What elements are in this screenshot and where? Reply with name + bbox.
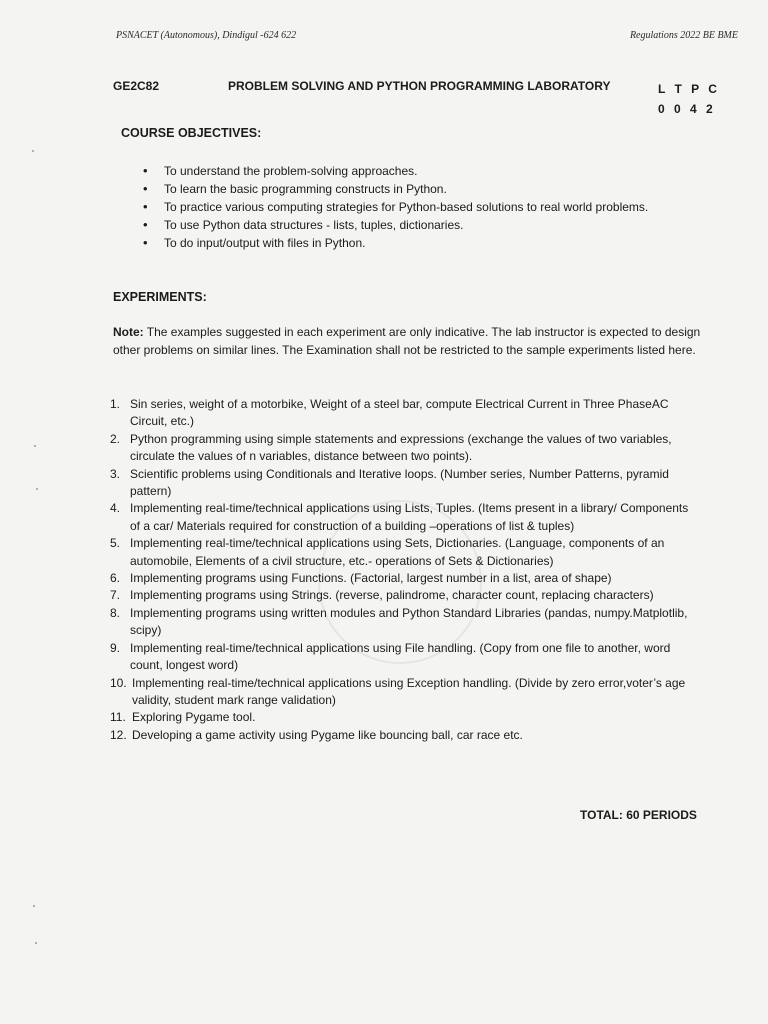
course-code: GE2C82 — [113, 79, 160, 93]
experiment-item — [110, 466, 700, 501]
experiments-heading: EXPERIMENTS: — [113, 290, 207, 304]
experiment-text: Python programming using simple statements and expressions (exchange the values of two variables, circulate the values of n variables, distance between two points). — [130, 431, 672, 464]
experiment-text: Exploring Pygame tool. — [132, 710, 256, 725]
regulation-header: Regulations 2022 BE BME — [629, 30, 738, 41]
experiment-number: 9. — [110, 640, 121, 655]
experiment-number: 5. — [110, 536, 121, 551]
experiment-number: 8. — [110, 605, 121, 620]
experiment-number: 10. — [110, 675, 127, 690]
experiment-text: Implementing programs using written modules and Python Standard Libraries (pandas, numpy.Matplotlib, scipy) — [130, 605, 688, 638]
experiment-item — [110, 396, 700, 431]
note-text: The examples suggested in each experiment are only indicative. The lab instructor is expected to design other problems on similar lines. The Examination shall not be restricted to the sample experiments listed here. — [113, 325, 701, 357]
watermark-seal — [318, 500, 482, 664]
experiment-text: Sin series, weight of a motorbike, Weight of a steel bar, compute Electrical Current in Three PhaseAC Circuit, etc.) — [130, 397, 669, 429]
experiment-item — [110, 709, 700, 726]
experiment-number: 12. — [110, 727, 127, 742]
experiment-item — [110, 727, 700, 744]
objective-item: • To do input/output with files in Python. — [143, 234, 703, 252]
experiment-number: 4. — [110, 501, 121, 516]
objective-item: • To learn the basic programming constructs in Python. — [143, 180, 703, 198]
speck — [32, 150, 34, 152]
experiment-text: Developing a game activity using Pygame like bouncing ball, car race etc. — [132, 727, 523, 742]
ltpc-values: 0 0 4 2 — [658, 102, 716, 116]
experiment-item — [110, 675, 700, 710]
speck — [33, 905, 35, 907]
experiment-text: Implementing real-time/technical applications using Lists, Tuples. (Items present in a library/ Components of a car/ Materials required for construction of a building –operations of list & tuples) — [130, 501, 689, 533]
ltpc-block — [658, 79, 720, 119]
objective-item: • To understand the problem-solving approaches. — [143, 162, 703, 180]
speck — [34, 445, 36, 447]
objective-item: • To use Python data structures - lists, tuples, dictionaries. — [143, 216, 703, 234]
objectives-list — [143, 162, 703, 252]
speck — [36, 488, 38, 490]
experiment-number: 6. — [110, 571, 121, 586]
experiment-text: Implementing real-time/technical applications using Exception handling. (Divide by zero error,voter’s age validity, student mark range validation) — [132, 675, 686, 707]
experiment-text: Scientific problems using Conditionals and Iterative loops. (Number series, Number Patterns, pyramid pattern) — [130, 466, 669, 499]
experiment-text: Implementing programs using Strings. (reverse, palindrome, character count, replacing characters) — [130, 588, 654, 603]
experiment-number: 7. — [110, 588, 121, 603]
objective-item: • To practice various computing strategies for Python-based solutions to real world problems. — [143, 198, 703, 216]
speck — [35, 942, 37, 944]
experiment-number: 3. — [110, 466, 121, 481]
experiment-text: Implementing programs using Functions. (Factorial, largest number in a list, area of shape) — [130, 571, 612, 586]
experiment-number: 2. — [110, 431, 121, 446]
experiment-text: Implementing real-time/technical applications using Sets, Dictionaries. (Language, components of an automobile, Elements of a civil structure, etc.- operations of Sets & Dictionaries) — [130, 536, 665, 568]
course-title: PROBLEM SOLVING AND PYTHON PROGRAMMING LABORATORY — [228, 79, 611, 93]
note-paragraph — [113, 324, 703, 359]
total-periods: TOTAL: 60 PERIODS — [580, 808, 697, 822]
ltpc-label: L T P C — [658, 82, 720, 96]
experiment-number: 1. — [110, 397, 121, 411]
experiment-text: Implementing real-time/technical applications using File handling. (Copy from one file to another, word count, longest word) — [130, 640, 671, 673]
objectives-heading: COURSE OBJECTIVES: — [121, 126, 262, 140]
experiment-item — [110, 431, 700, 466]
institution-header: PSNACET (Autonomous), Dindigul -624 622 — [116, 30, 297, 41]
experiment-number: 11. — [110, 710, 126, 725]
note-label: Note: — [113, 325, 144, 339]
